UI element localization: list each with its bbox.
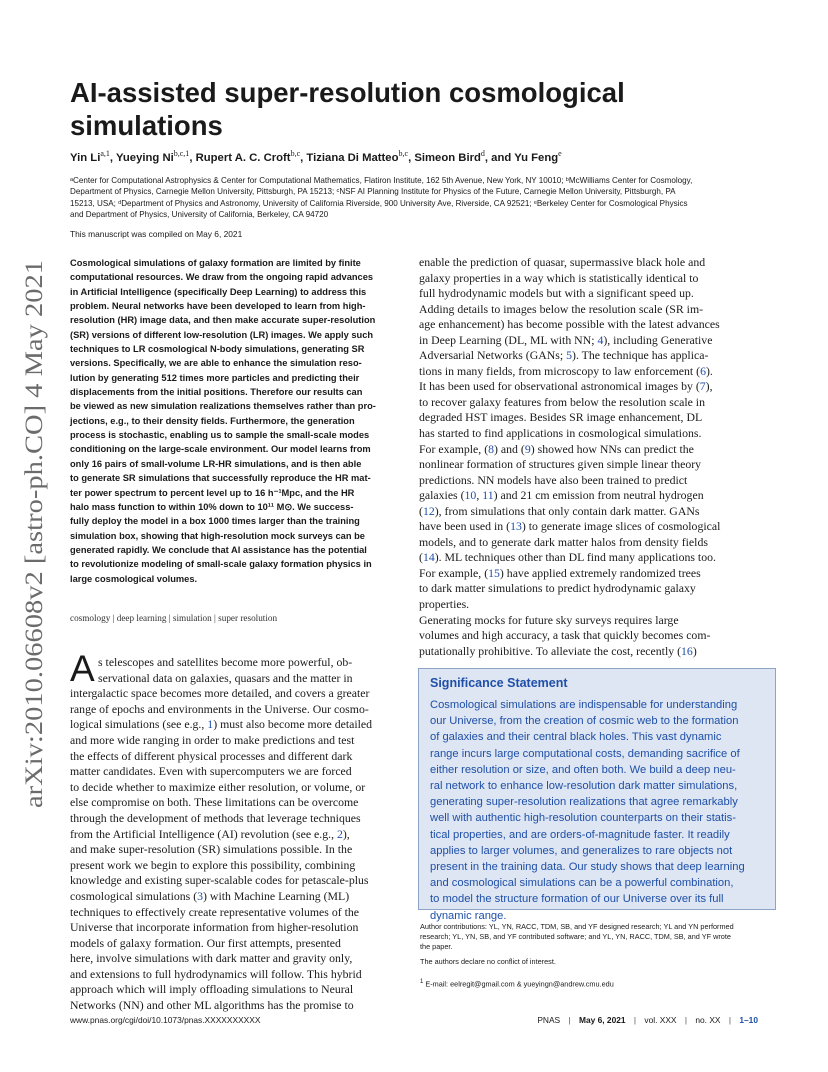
abstract-line: only 16 pairs of small-volume LR-HR simulations, and is then able bbox=[70, 458, 362, 469]
significance-line: present in the training data. Our study shows that deep learning bbox=[430, 861, 745, 874]
footer-journal: PNAS bbox=[537, 1015, 561, 1025]
author-separator: , bbox=[300, 151, 307, 164]
author-affiliation-mark: b,c,1 bbox=[173, 149, 190, 158]
body-line: cosmological simulations (3) with Machine Learning (ML) bbox=[70, 888, 350, 903]
footer-journal-info bbox=[520, 1015, 758, 1025]
body-line: enable the prediction of quasar, supermassive black hole and bbox=[419, 255, 706, 269]
author-affiliation-mark: e bbox=[558, 149, 562, 158]
keywords: cosmology | deep learning | simulation | super resolution bbox=[70, 613, 278, 623]
author-affiliation-mark: b,c bbox=[290, 149, 301, 158]
footer-separator: | bbox=[568, 1015, 571, 1025]
author-separator: , and bbox=[484, 151, 515, 164]
author-name: Tiziana Di Matteo bbox=[306, 151, 399, 164]
author-name: Yueying Ni bbox=[115, 151, 174, 164]
title-line: AI-assisted super-resolution cosmological bbox=[70, 77, 625, 108]
significance-title: Significance Statement bbox=[430, 676, 568, 690]
arxiv-stamp-text: arXiv:2010.06608v2 [astro-ph.CO] 4 May 2021 bbox=[21, 327, 48, 808]
significance-line: our Universe, from the creation of cosmic web to the formation bbox=[430, 715, 739, 728]
footer-separator: | bbox=[728, 1015, 732, 1025]
body-line: to decide whether to maximize either resolution, or volume, or bbox=[70, 779, 366, 794]
significance-line: of galaxies and their central black holes. This vast dynamic bbox=[430, 731, 722, 744]
significance-line: dynamic range. bbox=[430, 909, 507, 922]
body-line: galaxy properties in a way which is statistically identical to bbox=[419, 270, 699, 285]
author-name: Rupert A. C. Croft bbox=[195, 151, 291, 164]
significance-line: and cosmological simulations can be a powerful combination, bbox=[430, 877, 734, 890]
abstract-line: large cosmological volumes. bbox=[70, 573, 198, 584]
author-affiliation-mark: a,1 bbox=[100, 149, 110, 158]
body-line: Generating mocks for future sky surveys requires large bbox=[419, 612, 679, 627]
contribution-line: Author contributions: YL, YN, RACC, TDM, SB, and YF designed research; YL and YN performed bbox=[420, 922, 734, 931]
footer-separator: | bbox=[684, 1015, 688, 1025]
body-line: and more wide ranging in order to make predictions and test bbox=[70, 732, 355, 747]
body-line: s telescopes and satellites become more powerful, ob- bbox=[98, 655, 353, 669]
abstract-line: simulation box, showing that high-resolution mock surveys can be bbox=[70, 530, 365, 541]
email-footnote-mark: 1 bbox=[420, 979, 424, 985]
body-line: servational data on galaxies, quasars and the matter in bbox=[98, 670, 353, 685]
abstract-line: ter power spectrum to percent level up to 16 h⁻¹Mpc, and the HR bbox=[70, 487, 355, 498]
footer-separator: | bbox=[633, 1015, 637, 1025]
abstract-line: lution by generating 512 times more particles and predicting their bbox=[70, 372, 360, 383]
body-text-left-column bbox=[70, 655, 415, 1014]
abstract-line: problem. Neural networks have been developed to learn from high- bbox=[70, 301, 366, 312]
author-separator: , bbox=[408, 151, 415, 164]
abstract-line: (SR) versions of different low-resolution (LR) images. We apply such bbox=[70, 329, 374, 340]
arxiv-stamp bbox=[12, 258, 52, 808]
body-line: knowledge and existing super-scalable codes for petascale-plus bbox=[70, 873, 369, 888]
abstract-line: generated rapidly. We conclude that AI assistance has the potential bbox=[70, 544, 367, 555]
footer-pages: 1–10 bbox=[739, 1015, 758, 1025]
drop-cap: A bbox=[70, 648, 95, 689]
affiliation-line: Department of Physics, Carnegie Mellon University, Pittsburgh, PA 15213; ᶜNSF AI Planning Institute for Physics of the Future, Carnegie Mellon University, Pittsburgh, PA bbox=[70, 187, 676, 197]
body-line: has started to find applications in cosmological simulations. bbox=[419, 426, 702, 441]
body-line: else compromise on both. These limitations can be overcome bbox=[70, 795, 359, 810]
body-line: present work we begin to explore this possibility, combining bbox=[70, 857, 356, 872]
footer-number: no. XX bbox=[695, 1015, 721, 1025]
abstract-line: process is stochastic, enabling us to sample the small-scale modes bbox=[70, 430, 370, 441]
abstract-line: resolution (HR) image data, and then make accurate super-resolution bbox=[70, 315, 376, 326]
email-note bbox=[420, 979, 614, 988]
paper-title bbox=[70, 76, 690, 142]
body-line: volumes and high accuracy, a task that quickly becomes com- bbox=[419, 628, 711, 643]
abstract-line: to revolutionize modeling of small-scale galaxy formation physics in bbox=[70, 559, 372, 570]
abstract-line: versions. Specifically, we are able to enhance the simulation reso- bbox=[70, 358, 362, 369]
title-line: simulations bbox=[70, 110, 223, 141]
body-line: from the Artificial Intelligence (AI) revolution (see e.g., 2), bbox=[70, 826, 350, 841]
significance-line: either resolution or size, and often both. We build a deep neu- bbox=[430, 763, 736, 776]
abstract-line: to generate SR simulations that successfully reproduce the HR mat- bbox=[70, 473, 371, 484]
body-line: logical simulations (see e.g., 1) must also become more detailed bbox=[70, 717, 373, 732]
body-line: degraded HST images. Besides SR image enhancement, DL bbox=[419, 410, 703, 425]
body-line: techniques to effectively create representative volumes of the bbox=[70, 904, 360, 919]
body-line: models of galaxy formation. Our first attempts, presented bbox=[70, 935, 341, 950]
abstract-line: conditioning on the large-scale environment. Our model learns from bbox=[70, 444, 371, 455]
contribution-line: the paper. bbox=[420, 941, 453, 951]
email-text[interactable]: E-mail: eelregit@gmail.com & yueyingn@andrew.cmu.edu bbox=[425, 979, 614, 989]
footer-doi-link[interactable]: www.pnas.org/cgi/doi/10.1073/pnas.XXXXXXXXXX bbox=[70, 1015, 261, 1025]
body-line: range of epochs and environments in the Universe. Our cosmo- bbox=[70, 701, 369, 716]
body-line: tions in many fields, from microscopy to law enforcement (6). bbox=[419, 363, 713, 378]
author-name: Yu Feng bbox=[514, 151, 559, 164]
significance-line: generating super-resolution realizations that agree remarkably bbox=[430, 796, 738, 809]
affiliation-line: and Department of Physics, University of California, Berkeley, CA 94720 bbox=[70, 209, 329, 219]
body-line: intergalactic space becomes more detailed, and covers a greater bbox=[70, 686, 370, 701]
significance-line: applies to larger volumes, and generalizes to rare objects not bbox=[430, 844, 733, 857]
abstract-line: halo mass function to within 10% down to 10¹¹ M⊙. We success- bbox=[70, 501, 354, 512]
body-line: and extensions to full hydrodynamics will follow. This hybrid bbox=[70, 966, 362, 981]
significance-line: ral network to enhance low-resolution dark matter simulations, bbox=[430, 780, 738, 793]
body-line: models, and to generate dark matter halos from density fields bbox=[419, 534, 708, 549]
conflict-statement: The authors declare no conflict of interest. bbox=[420, 957, 556, 966]
footer-date: May 6, 2021 bbox=[578, 1015, 626, 1025]
significance-text bbox=[430, 697, 770, 924]
affiliation-line: 15213, USA; ᵈDepartment of Physics and Astronomy, University of California Riverside, 900 University Ave, Riverside, CA 92521; ᵉBerkeley Center for Cosmological Physics bbox=[70, 198, 688, 208]
body-text-right-column bbox=[419, 255, 759, 659]
body-line: here, involve simulations with dark matter and gravity only, bbox=[70, 951, 353, 966]
body-line: Adding details to images below the resolution scale (SR im- bbox=[419, 301, 704, 316]
author-separator: , bbox=[189, 151, 196, 164]
compiled-note: This manuscript was compiled on May 6, 2021 bbox=[70, 229, 243, 239]
body-line: Networks (NN) and other ML algorithms has the promise to bbox=[70, 998, 354, 1013]
significance-statement-box bbox=[418, 668, 776, 922]
body-line: full hydrodynamic models but with a significant speed up. bbox=[419, 286, 694, 301]
abstract-line: displacements from the initial positions. Therefore our results can bbox=[70, 387, 363, 398]
body-line: to dark matter simulations to predict hydrodynamic galaxy bbox=[419, 581, 696, 596]
author-name: Yin Li bbox=[70, 151, 101, 164]
significance-line: to model the structure formation of our Universe over its full bbox=[430, 893, 724, 906]
author-affiliation-mark: d bbox=[480, 149, 485, 158]
abstract-line: techniques to LR cosmological N-body simulations, generating SR bbox=[70, 344, 365, 355]
abstract-line: jections, e.g., to their density fields. Furthermore, the generation bbox=[70, 415, 355, 426]
abstract-line: fully deploy the model in a box 1000 times larger than the training bbox=[70, 516, 360, 527]
author-separator: , bbox=[109, 151, 116, 164]
body-line: matter candidates. Even with supercomputers we are forced bbox=[70, 764, 352, 779]
body-line: (12), from simulations that only contain dark matter. GANs bbox=[419, 503, 700, 518]
body-line: predictions. NN models have also been trained to predict bbox=[419, 472, 688, 487]
body-line: Universe that incorporate information from higher-resolution bbox=[70, 920, 359, 935]
abstract-line: in Artificial Intelligence (specifically Deep Learning) to address this bbox=[70, 286, 367, 297]
body-line: age enhancement) has become possible with the latest advances bbox=[419, 317, 720, 332]
abstract-line: be viewed as new simulation realizations themselves rather than pro- bbox=[70, 401, 376, 412]
author-name: Simeon Bird bbox=[414, 151, 481, 164]
body-line: putationally prohibitive. To alleviate the cost, recently (16) bbox=[419, 643, 697, 658]
significance-line: Cosmological simulations are indispensable for understanding bbox=[430, 699, 738, 711]
author-contributions bbox=[420, 922, 770, 951]
significance-line: range incurs large computational costs, demanding sacrifice of bbox=[430, 747, 740, 760]
body-line: the effects of different physical processes and different dark bbox=[70, 748, 353, 763]
body-line: to recover galaxy features from below the resolution scale in bbox=[419, 394, 705, 409]
contribution-line: research; YL, YN, SB, and YF contributed software; and YL, YN, RACC, TDM, SB, and YF wrote bbox=[420, 931, 731, 941]
body-line: For example, (15) have applied extremely randomized trees bbox=[419, 565, 701, 580]
body-line: approach which will imply offloading simulations to Neural bbox=[70, 982, 354, 997]
body-line: nonlinear formation of structures given simple linear theory bbox=[419, 457, 702, 472]
body-line: galaxies (10, 11) and 21 cm emission from neutral hydrogen bbox=[419, 488, 704, 503]
affiliations bbox=[70, 175, 760, 220]
abstract-line: computational resources. We draw from the ongoing rapid advances bbox=[70, 272, 374, 283]
footer-volume: vol. XXX bbox=[644, 1015, 677, 1025]
body-line: Adversarial Networks (GANs; 5). The technique has applica- bbox=[419, 348, 709, 363]
body-line: It has been used for observational astronomical images by (7), bbox=[419, 379, 713, 394]
body-line: (14). ML techniques other than DL find many applications too. bbox=[419, 550, 716, 565]
author-list bbox=[70, 149, 770, 164]
body-line: properties. bbox=[419, 597, 470, 612]
body-line: For example, (8) and (9) showed how NNs can predict the bbox=[419, 441, 694, 456]
body-line: in Deep Learning (DL, ML with NN; 4), including Generative bbox=[419, 332, 713, 347]
author-affiliation-mark: b,c bbox=[398, 149, 409, 158]
body-line: through the development of methods that leverage techniques bbox=[70, 810, 361, 825]
abstract-line: Cosmological simulations of galaxy formation are limited by finite bbox=[70, 258, 361, 268]
body-line: and make super-resolution (SR) simulations possible. In the bbox=[70, 842, 353, 857]
significance-line: tical properties, and are orders-of-magnitude faster. It readily bbox=[430, 828, 730, 841]
body-line: have been used in (13) to generate image slices of cosmological bbox=[419, 519, 721, 534]
abstract bbox=[70, 256, 410, 586]
significance-line: well with authentic high-resolution counterparts on their statis- bbox=[430, 812, 736, 825]
affiliation-line: ᵃCenter for Computational Astrophysics & Center for Computational Mathematics, Flatiron Institute, 162 5th Avenue, New York, NY 10010; ᵇMcWilliams Center for Cosmology, bbox=[70, 176, 693, 185]
